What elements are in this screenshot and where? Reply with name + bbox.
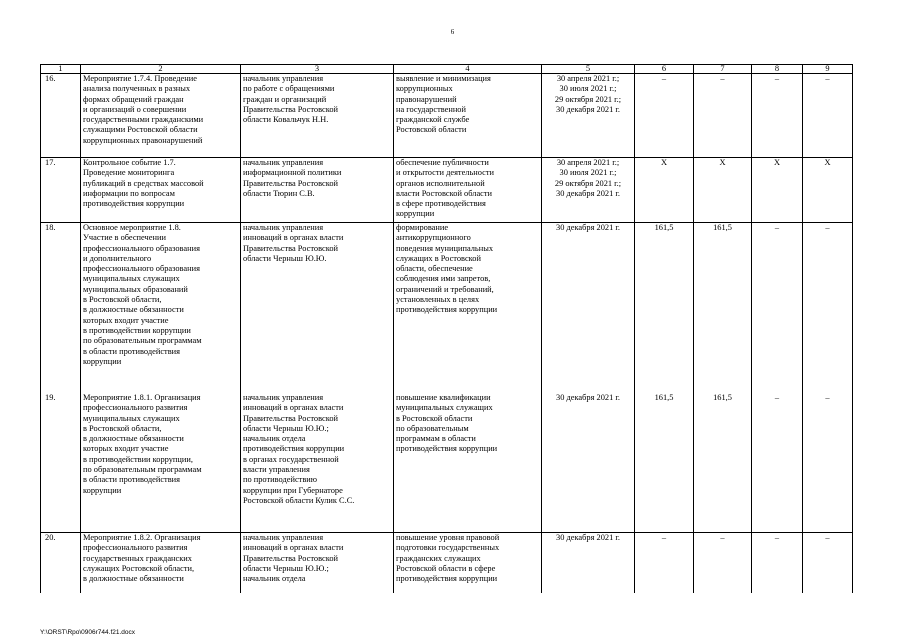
cell-line: формирование [396, 223, 449, 232]
cell-line: в должностные обязанности [83, 305, 184, 315]
value-cell-c6: X [635, 158, 694, 223]
cell-line: государственными гражданскими [83, 115, 204, 125]
cell-line: Ростовской области в сфере [396, 563, 496, 573]
cell-line: инноваций в органах власти [243, 543, 344, 553]
cell-line: служащих Ростовской области, [83, 563, 195, 573]
col-header: 8 [752, 65, 803, 74]
cell-line: программам в области [396, 434, 476, 444]
cell-line: инноваций в органах власти [243, 233, 344, 243]
value-cell-c9: – [803, 74, 853, 158]
result-cell [394, 393, 542, 533]
cell-line: повышение уровня правовой [396, 533, 500, 542]
value-cell-c9: – [803, 393, 853, 533]
cell-line: противодействия коррупции [243, 444, 345, 454]
cell-line: инноваций в органах власти [243, 403, 344, 413]
cell-line: области Тюрин С.В. [243, 188, 315, 198]
cell-line: органов исполнительной [396, 178, 485, 188]
cell-line: коррупционных [396, 84, 453, 94]
value-cell-c6: 161,5 [635, 393, 694, 533]
cell-line: коррупции [83, 356, 122, 366]
cell-line: 30 апреля 2021 г.; [556, 74, 620, 83]
value-cell-c8: – [752, 74, 803, 158]
cell-line: области Ковальчук Н.Н. [243, 115, 329, 125]
dates-cell [542, 393, 635, 533]
value-cell-c9: – [803, 533, 853, 594]
cell-line: публикаций в средствах массовой [83, 178, 204, 188]
cell-line: Мероприятие 1.8.2. Организация [83, 533, 201, 542]
cell-line: и открытости деятельности [396, 168, 495, 178]
cell-line: обеспечение публичности [396, 158, 489, 167]
value-cell-c8: X [752, 158, 803, 223]
cell-line: государственных гражданских [83, 553, 192, 563]
cell-line: Мероприятие 1.7.4. Проведение [83, 74, 197, 83]
col-header: 4 [394, 65, 542, 74]
cell-line: 30 апреля 2021 г.; [556, 158, 620, 167]
table-row [41, 158, 853, 223]
cell-line: 30 июля 2021 г.; [559, 84, 617, 94]
cell-line: на государственной [396, 104, 466, 114]
cell-line: 30 декабря 2021 г. [556, 533, 620, 542]
cell-line: по образовательным [396, 423, 469, 433]
row-number-cell: 19. [41, 393, 81, 533]
cell-line: противодействия коррупции [396, 444, 498, 454]
cell-line: коррупции [396, 209, 435, 219]
cell-line: информации по вопросам [83, 188, 175, 198]
cell-line: муниципальных служащих [396, 403, 493, 413]
page-number: 6 [450, 28, 455, 36]
responsible-cell [241, 223, 394, 394]
responsible-cell [241, 158, 394, 223]
col-header: 5 [542, 65, 635, 74]
col-header: 7 [694, 65, 752, 74]
value-cell-c7: – [694, 74, 752, 158]
cell-line: формах обращений граждан [83, 94, 184, 104]
activity-name-cell [81, 158, 241, 223]
cell-line: служащих в Ростовской [396, 253, 481, 263]
value-cell-c7: 161,5 [694, 223, 752, 394]
cell-line: профессионального образования [83, 243, 200, 253]
cell-line: муниципальных образований [83, 284, 188, 294]
cell-line: по работе с обращениями [243, 84, 335, 94]
value-cell-c7: – [694, 533, 752, 594]
cell-line: власти Ростовской области [396, 188, 493, 198]
activity-name-cell [81, 533, 241, 594]
row-number-cell: 20. [41, 533, 81, 594]
cell-line: антикоррупционного [396, 233, 471, 243]
cell-line: правонарушений [396, 94, 457, 104]
dates-cell [542, 223, 635, 394]
cell-line: по противодействию [243, 475, 318, 485]
cell-line: установленных в целях [396, 295, 480, 305]
row-number-cell: 16. [41, 74, 81, 158]
cell-line: начальник управления [243, 533, 324, 542]
cell-line: в должностные обязанности [83, 434, 184, 444]
footer-file-path: Y:\ORST\Rpo\0906r744.f21.docx [40, 629, 136, 636]
col-header: 2 [81, 65, 241, 74]
cell-line: противодействия коррупции [396, 305, 498, 315]
cell-line: начальник управления [243, 223, 324, 232]
value-cell-c6: – [635, 74, 694, 158]
cell-line: Проведение мониторинга [83, 168, 175, 178]
col-header: 3 [241, 65, 394, 74]
cell-line: области Черныш Ю.Ю.; [243, 423, 329, 433]
cell-line: начальник управления [243, 393, 324, 402]
value-cell-c9: X [803, 158, 853, 223]
cell-line: по образовательным программам [83, 336, 202, 346]
row-number-cell: 17. [41, 158, 81, 223]
table-row [41, 393, 853, 533]
cell-line: Правительства Ростовской [243, 178, 339, 188]
cell-line: профессионального развития [83, 403, 188, 413]
cell-line: Контрольное событие 1.7. [83, 158, 176, 167]
cell-line: граждан и организаций [243, 94, 327, 104]
cell-line: 30 июля 2021 г.; [559, 168, 617, 178]
cell-line: власти управления [243, 465, 310, 475]
cell-line: Ростовской области [396, 125, 467, 135]
cell-line: профессионального развития [83, 543, 188, 553]
result-cell [394, 533, 542, 594]
value-cell-c6: 161,5 [635, 223, 694, 394]
cell-line: 29 октября 2021 г.; [554, 178, 622, 188]
dates-cell [542, 533, 635, 594]
responsible-cell [241, 74, 394, 158]
cell-line: и дополнительного [83, 253, 152, 263]
table-row [41, 223, 853, 394]
cell-line: поведения муниципальных [396, 243, 494, 253]
cell-line: 29 октября 2021 г.; [554, 94, 622, 104]
cell-line: в должностные обязанности [83, 574, 184, 584]
cell-line: и организаций о совершении [83, 104, 187, 114]
cell-line: противодействия коррупции [396, 574, 498, 584]
cell-line: служащими Ростовской области [83, 125, 198, 135]
cell-line: начальник управления [243, 158, 324, 167]
value-cell-c8: – [752, 533, 803, 594]
col-header: 9 [803, 65, 853, 74]
cell-line: 30 декабря 2021 г. [556, 104, 620, 114]
cell-line: соблюдения ими запретов, [396, 274, 491, 284]
cell-line: Мероприятие 1.8.1. Организация [83, 393, 201, 402]
cell-line: подготовки государственных [396, 543, 500, 553]
value-cell-c7: X [694, 158, 752, 223]
cell-line: в области противодействия [83, 346, 180, 356]
cell-line: повышение квалификации [396, 393, 491, 402]
cell-line: профессионального образования [83, 264, 200, 274]
cell-line: Основное мероприятие 1.8. [83, 223, 181, 232]
cell-line: которых входит участие [83, 444, 169, 454]
value-cell-c8: – [752, 223, 803, 394]
header-row [41, 65, 853, 74]
cell-line: 30 декабря 2021 г. [556, 223, 620, 232]
dates-cell [542, 158, 635, 223]
activity-name-cell [81, 74, 241, 158]
col-header: 1 [41, 65, 81, 74]
cell-line: противодействия коррупции [83, 199, 185, 209]
cell-line: в Ростовской области [396, 413, 473, 423]
cell-line: Правительства Ростовской [243, 553, 339, 563]
table-row [41, 74, 853, 158]
value-cell-c7: 161,5 [694, 393, 752, 533]
cell-line: коррупции при Губернаторе [243, 485, 343, 495]
col-header: 6 [635, 65, 694, 74]
cell-line: коррупционных правонарушений [83, 135, 203, 145]
cell-line: области Черныш Ю.Ю. [243, 253, 327, 263]
row-number-cell: 18. [41, 223, 81, 394]
cell-line: Правительства Ростовской [243, 243, 339, 253]
value-cell-c6: – [635, 533, 694, 594]
result-cell [394, 223, 542, 394]
cell-line: в противодействии коррупции [83, 325, 191, 335]
cell-line: в органах государственной [243, 454, 339, 464]
cell-line: анализа полученных в разных [83, 84, 191, 94]
cell-line: области, обеспечение [396, 264, 473, 274]
cell-line: в противодействии коррупции, [83, 454, 193, 464]
cell-line: которых входит участие [83, 315, 169, 325]
cell-line: гражданских служащих [396, 553, 481, 563]
plan-table [40, 64, 853, 593]
cell-line: муниципальных служащих [83, 274, 180, 284]
responsible-cell [241, 393, 394, 533]
dates-cell [542, 74, 635, 158]
activity-name-cell [81, 393, 241, 533]
cell-line: Ростовской области Кулик С.С. [243, 495, 355, 505]
cell-line: начальник управления [243, 74, 324, 83]
cell-line: выявление и минимизация [396, 74, 491, 83]
cell-line: начальник отдела [243, 434, 306, 444]
responsible-cell [241, 533, 394, 594]
cell-line: Правительства Ростовской [243, 413, 339, 423]
cell-line: Участие в обеспечении [83, 233, 166, 243]
cell-line: 30 декабря 2021 г. [556, 393, 620, 402]
cell-line: Правительства Ростовской [243, 104, 339, 114]
result-cell [394, 74, 542, 158]
cell-line: муниципальных служащих [83, 413, 180, 423]
cell-line: ограничений и требований, [396, 284, 494, 294]
cell-line: в области противодействия [83, 475, 180, 485]
cell-line: в сфере противодействия [396, 199, 486, 209]
cell-line: 30 декабря 2021 г. [556, 188, 620, 198]
cell-line: по образовательным программам [83, 465, 202, 475]
table-row [41, 533, 853, 594]
activity-name-cell [81, 223, 241, 394]
cell-line: коррупции [83, 485, 122, 495]
cell-line: гражданской службе [396, 115, 470, 125]
cell-line: области Черныш Ю.Ю.; [243, 563, 329, 573]
result-cell [394, 158, 542, 223]
cell-line: начальник отдела [243, 574, 306, 584]
value-cell-c9: – [803, 223, 853, 394]
value-cell-c8: – [752, 393, 803, 533]
cell-line: в Ростовской области, [83, 295, 162, 305]
cell-line: в Ростовской области, [83, 423, 162, 433]
cell-line: информационной политики [243, 168, 342, 178]
